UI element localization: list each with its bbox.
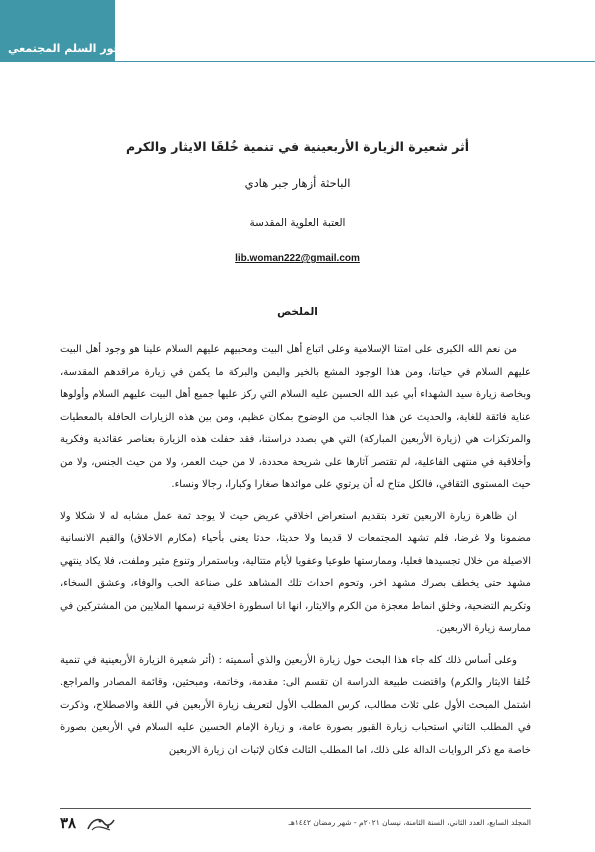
paragraph: من نعم الله الكبرى على امتنا الإسلامية وعلى اتباع أهل البيت ومحبيهم عليهم السلام علينا هو وجود أهل البيت عليهم السلام في حياتنا، ومن هذا الوجود المشع بالخير واليمن والبركة ما يكمن في زيارة مراقدهم المقدسة، وبخاصة زيارة سيد الشهداء أبي عبد الله الحسين عليه السلام التي ركز عليها جميع أهل البيت عليهم السلام وأولوها عناية فائقة للغاية، والحديث عن هذا الجانب من الوضوح بمكان عظيم، ومن بين هذه الزيارات الحافلة بالمعطيات والمرتكزات هي (زيارة الأربعين المباركة) التي هي بصدد دراستنا، فقد حفلت هذه الزيارة بعناصر عقائدية وفكرية وأخلاقية في منتهى الفاعلية، لم تقتصر آثارها على شريحة محددة، لا من حيث العمر، ولا من حيث الجنس، ولا من حيث المستوى الثقافي، فالكل متاح له أن يرتوي على موائدها صغارا وكبارا، رجالا ونساء. <box>60 344 531 490</box>
section-header-tab <box>0 0 129 62</box>
article-title: أثر شعيرة الزيارة الأربعينية في تنمية خُلقَا الايثار والكرم <box>125 139 470 154</box>
author-email <box>60 253 535 264</box>
page-number: ٣٨ <box>60 816 77 832</box>
abstract-body <box>60 339 531 771</box>
header-rule <box>0 61 595 62</box>
issue-info: المجلد السابع، العدد الثاني، السنة الثامنة، نيسان ٢٠٢١م - شهر رمضان ١٤٤٢هـ <box>288 818 531 827</box>
author-name: الباحثة أزهار جبر هادي <box>244 176 351 190</box>
author-affiliation: العتبة العلوية المقدسة <box>249 217 346 229</box>
paragraph: وعلى أساس ذلك كله جاء هذا البحث حول زيارة الأربعين والذي أسميته : (أثر شعيرة الزيارة الأربعينية في تنمية خُلقا الايثار والكرم) واقتضت طبيعة الدراسة ان تقسم الى: مقدمة، وخاتمة، ومبحثين، وقائمة المصادر والمراجع. اشتمل المبحث الأول على ثلاث مطالب، كرس المطلب الأول لتعريف زيارة الأربعين في اللغة والاصطلاح، وذكرت في المطلب الثاني استحباب زيارة القبور بصورة عامة، و زيارة الإمام الحسين عليه السلام في الأربعين بصورة خاصة مع ذكر الروايات الدالة على ذلك، اما المطلب الثالث فكان لإثبات ان زيارة الاربعين <box>60 654 531 756</box>
email-link[interactable]: lib.woman222@gmail.com <box>235 253 360 264</box>
page-footer <box>60 814 531 836</box>
section-label: محور السلم المجتمعي <box>8 42 129 55</box>
paragraph: ان ظاهرة زيارة الاربعين تغرد بتقديم استعراض اخلاقي عريض حيث لا يوجد ثمة عمل مشابه له لا شكلا ولا مضمونا ولا غرضا، فلم تشهد المجتمعات لا قديما ولا حديثا، حدثا يعنى بأحياء (مكارم الاخلاق) والقيم الانسانية الاصيلة من خلال تجسيدها فعليا، وممارستها طوعيا وعفويا لأيام متتالية، وباستمرار وتنوع مثير وملفت، فلا يكاد ينتهي مشهد حتى يخطف بصرك مشهد اخر، وتحوم احداث تلك المشاهد على صناعة الحب والوفاء، وعشق السخاء، وتكريم التضحية، وخلق انماط معجزة من الكرم والايثار، انها انا اسطورة اخلاقية ترسمها الملايين من المشتركين في ممارسة زيارة الاربعين. <box>60 510 531 634</box>
calligraphy-ornament-icon <box>86 815 116 833</box>
abstract-heading: الملخص <box>277 306 318 318</box>
footer-rule <box>60 808 531 809</box>
